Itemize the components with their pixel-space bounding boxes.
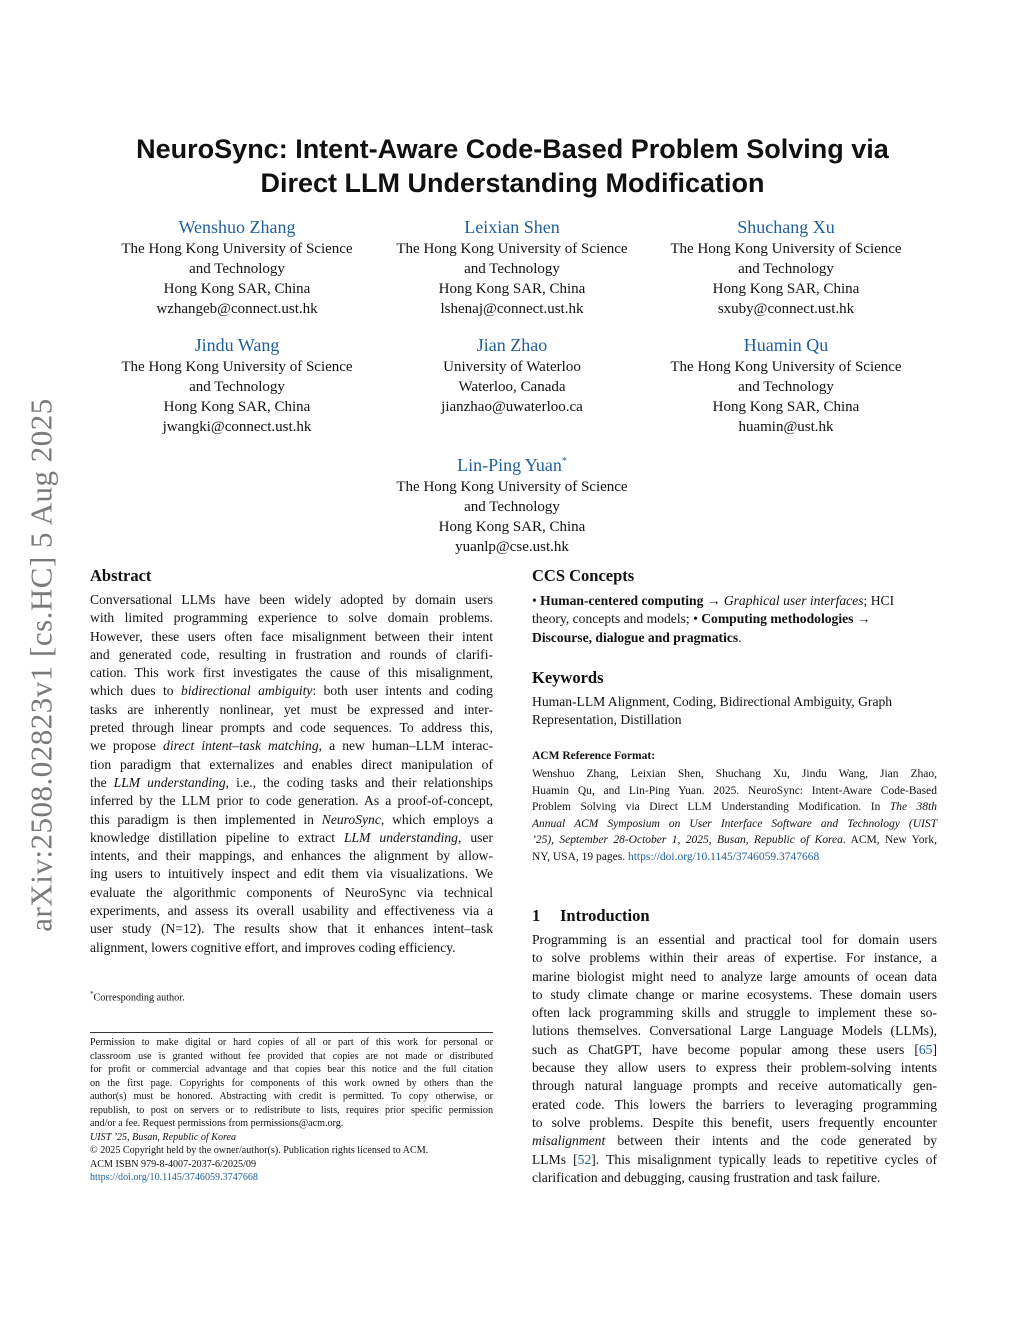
paper-title — [90, 132, 935, 200]
intro-line: to solve problems. Despite this benefit, users frequently encounter — [532, 1114, 937, 1130]
author-email: sxuby@connect.ust.hk — [717, 301, 855, 317]
citation-link[interactable]: 52 — [577, 1151, 592, 1167]
intro-line: erated code. This lowers the barriers to leveraging programming — [532, 1096, 937, 1112]
abstract-line: tasks are inherently nonlinear, yet must be expressed and inter- — [90, 701, 493, 717]
doi-link[interactable]: https://doi.org/10.1145/3746059.3747668 — [90, 1172, 258, 1183]
author-affiliation: and Technology — [738, 379, 834, 395]
author-affiliation: The Hong Kong University of Science — [121, 359, 353, 375]
author-email: yuanlp@cse.ust.hk — [455, 539, 569, 555]
author-name[interactable]: Huamin Qu — [743, 335, 829, 355]
ccs-line: Discourse, dialogue and pragmatics. — [532, 629, 742, 645]
keywords-line: Human-LLM Alignment, Coding, Bidirectional Ambiguity, Graph — [532, 694, 893, 709]
abstract-line: tion paradigm that externalizes and enables direct manipulation of — [90, 756, 493, 772]
author-location: Hong Kong SAR, China — [438, 519, 586, 535]
abstract-line: However, these users often face misalignment between their intent — [90, 628, 493, 644]
author-name[interactable]: Wenshuo Zhang — [178, 217, 296, 237]
abstract-line: inferred by the LLM prior to code generation. As a proof-of-concept, — [90, 793, 493, 809]
section-title: Introduction — [560, 906, 650, 925]
ccs-concepts — [532, 592, 937, 647]
intro-line: misalignment between their intents and the code generated by — [532, 1133, 937, 1149]
author-affiliation: and Technology — [189, 261, 285, 277]
author-affiliation: and Technology — [738, 261, 834, 277]
author-name[interactable]: Leixian Shen — [464, 217, 560, 237]
author-email: wzhangeb@connect.ust.hk — [156, 301, 318, 317]
permission-divider — [90, 1032, 493, 1033]
acm-reference-line: Problem Solving via Direct LLM Understanding Modification. In The 38th — [532, 801, 937, 814]
permission-line: classroom use is granted without fee provided that copies are not made or distributed — [90, 1050, 493, 1062]
author-location: Hong Kong SAR, China — [712, 399, 860, 415]
doi-link[interactable]: https://doi.org/10.1145/3746059.3747668 — [627, 850, 820, 863]
author-name[interactable]: Lin-Ping Yuan* — [457, 455, 567, 475]
acm-reference-line: Annual ACM Symposium on User Interface Software and Technology (UIST — [532, 817, 937, 830]
permission-line: on the first page. Copyrights for components of this work owned by others than the — [90, 1077, 493, 1089]
intro-line: because they allow users to express their problem-solving intents — [532, 1060, 937, 1076]
abstract-line: and generated code, resulting in frustration and rounds of clarifi- — [90, 646, 493, 662]
citation-link[interactable]: 65 — [918, 1041, 933, 1057]
abstract-line: experiments, and assess its overall usability and effectiveness via a — [90, 903, 493, 919]
author-affiliation: and Technology — [464, 499, 560, 515]
abstract-line: cation. This work first investigates the cause of this misalignment, — [90, 665, 493, 681]
author-email: lshenaj@connect.ust.hk — [440, 301, 584, 317]
author-name[interactable]: Shuchang Xu — [737, 217, 835, 237]
acm-reference-line: NY, USA, 19 pages. https://doi.org/10.1145/3746059.3747668 — [532, 850, 820, 863]
isbn: ACM ISBN 979-8-4007-2037-6/2025/09 — [90, 1158, 256, 1170]
keywords-heading: Keywords — [532, 668, 604, 687]
venue: UIST ’25, Busan, Republic of Korea — [90, 1131, 237, 1143]
abstract-line: knowledge distillation pipeline to extract LLM understanding, user — [90, 829, 493, 845]
ccs-line: theory, concepts and models; • Computing methodologies → — [532, 611, 871, 627]
acm-reference-line: ’25), September 28-October 1, 2025, Busan, Republic of Korea. ACM, New York, — [532, 834, 937, 847]
author-location: Waterloo, Canada — [458, 379, 566, 395]
section-number: 1 — [532, 906, 541, 925]
author-affiliation: The Hong Kong University of Science — [670, 241, 902, 257]
author-name[interactable]: Jian Zhao — [476, 335, 548, 355]
intro-line: clarification and debugging, causing frustration and task failure. — [532, 1169, 881, 1185]
permission-line: Permission to make digital or hard copies of all or part of this work for personal or — [90, 1037, 493, 1048]
title-line-1: NeuroSync: Intent-Aware Code-Based Problem Solving via — [136, 134, 889, 164]
intro-line: such as ChatGPT, have become popular among these users [65] — [532, 1041, 937, 1057]
intro-line: often lack programming skills and struggle to implement these so- — [532, 1005, 937, 1021]
abstract-line: with limited programming experience to solve domain problems. — [90, 610, 493, 626]
abstract-line: ing users to intuitively inspect and edit them via visualizations. We — [90, 866, 493, 882]
footnote: *Corresponding author. — [90, 990, 185, 1004]
abstract-line: preted through linear prompts and code sequences. To address this, — [90, 720, 493, 736]
abstract-line: this paradigm is then implemented in NeuroSync, which employs a — [90, 811, 493, 827]
abstract-line: user study (N=12). The results show that it enhances intent–task — [90, 921, 493, 937]
author-block — [641, 215, 931, 319]
intro-line: marine biologist might need to analyze large amounts of ocean data — [532, 968, 937, 984]
author-email: jianzhao@uwaterloo.ca — [441, 399, 583, 415]
acm-reference-label: ACM Reference Format: — [532, 750, 656, 762]
permission-line: and/or a fee. Request permissions from permissions@acm.org. — [90, 1118, 344, 1129]
author-block — [367, 333, 657, 417]
arxiv-id: arXiv:2508.02823v1 [cs.HC] 5 Aug 2025 — [24, 398, 59, 932]
author-affiliation: and Technology — [464, 261, 560, 277]
author-affiliation: The Hong Kong University of Science — [396, 241, 628, 257]
abstract-line: Conversational LLMs have been widely adopted by domain users — [90, 592, 493, 607]
keywords-line: Representation, Distillation — [532, 712, 682, 728]
author-block — [367, 215, 657, 319]
author-block — [367, 450, 657, 557]
copyright: © 2025 Copyright held by the owner/author(s). Publication rights licensed to ACM. — [90, 1145, 429, 1156]
author-location: Hong Kong SAR, China — [712, 281, 860, 297]
author-affiliation: The Hong Kong University of Science — [396, 479, 628, 495]
title-line-2: Direct LLM Understanding Modification — [260, 168, 765, 198]
author-block — [641, 333, 931, 437]
intro-line: through natural language prompts and receive automatically gen- — [532, 1078, 937, 1094]
abstract-body — [90, 591, 493, 957]
permission-line: republish, to post on servers or to redistribute to lists, requires prior specific permission — [90, 1104, 493, 1116]
author-location: Hong Kong SAR, China — [163, 281, 311, 297]
author-affiliation: University of Waterloo — [443, 359, 581, 375]
intro-line: LLMs [52]. This misalignment typically leads to repetitive cycles of — [532, 1151, 937, 1167]
author-email: huamin@ust.hk — [738, 419, 834, 435]
author-affiliation: and Technology — [189, 379, 285, 395]
permission-line: author(s) must be honored. Abstracting with credit is permitted. To copy otherwise, or — [90, 1091, 493, 1102]
acm-reference — [532, 766, 937, 866]
abstract-line: the LLM understanding, i.e., the coding tasks and their relationships — [90, 774, 493, 790]
author-email: jwangki@connect.ust.hk — [162, 419, 312, 435]
author-block — [92, 215, 382, 319]
author-location: Hong Kong SAR, China — [163, 399, 311, 415]
permission-line: for profit or commercial advantage and that copies bear this notice and the full citation — [90, 1064, 493, 1075]
author-block — [92, 333, 382, 437]
abstract-line: we propose direct intent–task matching, a new human–LLM interac- — [90, 738, 494, 754]
intro-line: Programming is an essential and practical tool for domain users — [532, 932, 937, 947]
intro-heading — [532, 906, 650, 926]
author-affiliation: The Hong Kong University of Science — [121, 241, 353, 257]
acm-reference-line: Huamin Qu, and Lin-Ping Yuan. 2025. NeuroSync: Intent-Aware Code-Based — [532, 784, 937, 797]
acm-reference-line: Wenshuo Zhang, Leixian Shen, Shuchang Xu, Jindu Wang, Jian Zhao, — [532, 768, 937, 780]
abstract-line: alignment, lowers cognitive effort, and improves coding efficiency. — [90, 939, 456, 955]
author-name[interactable]: Jindu Wang — [194, 335, 280, 355]
intro-body — [532, 931, 937, 1187]
author-location: Hong Kong SAR, China — [438, 281, 586, 297]
abstract-line: evaluate the algorithmic components of NeuroSync via technical — [90, 884, 493, 900]
abstract-line: intents, and their mappings, and enhances the alignment by allow- — [90, 848, 493, 864]
abstract-heading: Abstract — [90, 566, 152, 585]
abstract-line: which dues to bidirectional ambiguity: both user intents and coding — [90, 683, 493, 699]
footnote-mark: * — [90, 990, 94, 998]
arxiv-stamp — [14, 375, 70, 955]
permission-block — [90, 1036, 493, 1185]
ccs-line: • Human-centered computing → Graphical user interfaces; HCI — [532, 593, 895, 608]
author-affiliation: The Hong Kong University of Science — [670, 359, 902, 375]
corresponding-mark: * — [561, 456, 567, 467]
intro-line: to solve problems within their areas of expertise. For instance, a — [532, 950, 937, 966]
keywords — [532, 693, 937, 730]
intro-line: lutions themselves. Conversational Large Language Models (LLMs), — [532, 1023, 937, 1039]
ccs-heading: CCS Concepts — [532, 566, 635, 585]
intro-line: to study climate change or marine ecosystems. These domain users — [532, 986, 937, 1002]
